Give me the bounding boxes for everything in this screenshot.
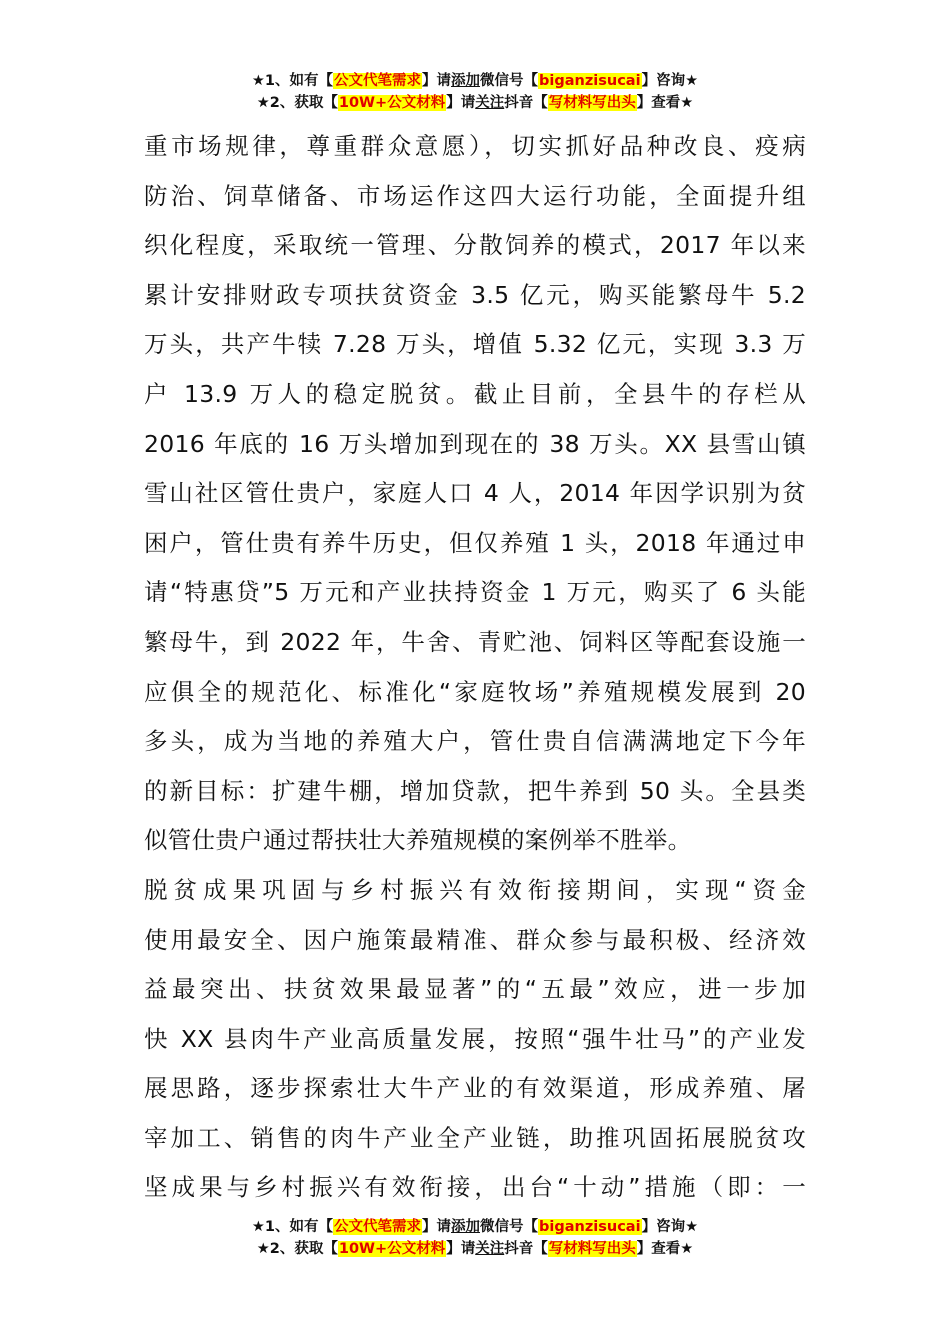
highlight-service: 公文代笔需求 <box>334 1219 422 1235</box>
text-line: 雪山社区管仕贵户，家庭人口 4 人，2014 年因学识别为贫 <box>144 479 806 508</box>
text-line: 2016 年底的 16 万头增加到现在的 38 万头。XX 县雪山镇 <box>144 429 806 458</box>
text-line: 似管仕贵户通过帮扶壮大养殖规模的案例举不胜举。 <box>144 826 692 855</box>
text-line: 户 13.9 万人的稳定脱贫。截止目前，全县牛的存栏从 <box>144 379 806 408</box>
text-line: 脱贫成果巩固与乡村振兴有效衔接期间，实现“资金 <box>144 875 806 904</box>
highlight-wechat-id: biganzisucai <box>539 73 641 89</box>
highlight-wechat-id: biganzisucai <box>539 1219 641 1235</box>
text-line: 多头，成为当地的养殖大户，管仕贵自信满满地定下今年 <box>144 727 806 756</box>
banner-line-2: ★2、获取【10W+公文材料】请关注抖音【写材料写出头】查看★ <box>256 95 694 111</box>
text-line: 宰加工、销售的肉牛产业全产业链，助推巩固拓展脱贫攻 <box>144 1123 806 1152</box>
text-line: 益最突出、扶贫效果最显著”的“五最”效应，进一步加 <box>144 975 806 1004</box>
paragraph <box>144 122 806 866</box>
text-line: 应俱全的规范化、标准化“家庭牧场”养殖规模发展到 20 <box>144 677 806 706</box>
banner-line-1: ★1、如有【公文代笔需求】请添加微信号【biganzisucai】咨询★ <box>251 1219 699 1235</box>
highlight-service: 公文代笔需求 <box>334 73 422 89</box>
text-line: 展思路，逐步探索壮大牛产业的有效渠道，形成养殖、屠 <box>144 1074 806 1103</box>
text-line: 快 XX 县肉牛产业高质量发展，按照“强牛壮马”的产业发 <box>144 1024 806 1053</box>
text-line: 请“特惠贷”5 万元和产业扶持资金 1 万元，购买了 6 头能 <box>144 578 806 607</box>
highlight-materials: 10W+公文材料 <box>338 1241 446 1257</box>
highlight-materials: 10W+公文材料 <box>338 95 446 111</box>
text-line: 万头，共产牛犊 7.28 万头，增值 5.32 亿元，实现 3.3 万 <box>144 330 806 359</box>
text-line: 坚成果与乡村振兴有效衔接，出台“十动”措施（即：一 <box>144 1173 806 1202</box>
paragraph <box>144 866 806 1213</box>
text-line: 困户，管仕贵有养牛历史，但仅养殖 1 头，2018 年通过申 <box>144 528 806 557</box>
highlight-douyin-account: 写材料写出头 <box>548 1241 636 1257</box>
text-line: 重市场规律，尊重群众意愿），切实抓好品种改良、疫病 <box>144 132 806 160</box>
highlight-douyin-account: 写材料写出头 <box>548 95 636 111</box>
text-line: 织化程度，采取统一管理、分散饲养的模式，2017 年以来 <box>144 231 806 260</box>
header-banner <box>0 70 950 114</box>
text-line: 使用最安全、因户施策最精准、群众参与最积极、经济效 <box>144 925 806 954</box>
banner-line-2: ★2、获取【10W+公文材料】请关注抖音【写材料写出头】查看★ <box>256 1241 694 1257</box>
text-line: 累计安排财政专项扶贫资金 3.5 亿元，购买能繁母牛 5.2 <box>144 280 806 309</box>
banner-line-1: ★1、如有【公文代笔需求】请添加微信号【biganzisucai】咨询★ <box>251 73 699 89</box>
text-line: 防治、饲草储备、市场运作这四大运行功能，全面提升组 <box>144 181 806 210</box>
document-body <box>144 122 806 1213</box>
text-line: 的新目标：扩建牛棚，增加贷款，把牛养到 50 头。全县类 <box>144 776 806 805</box>
text-line: 繁母牛，到 2022 年，牛舍、青贮池、饲料区等配套设施一 <box>144 627 806 656</box>
footer-banner <box>0 1216 950 1260</box>
